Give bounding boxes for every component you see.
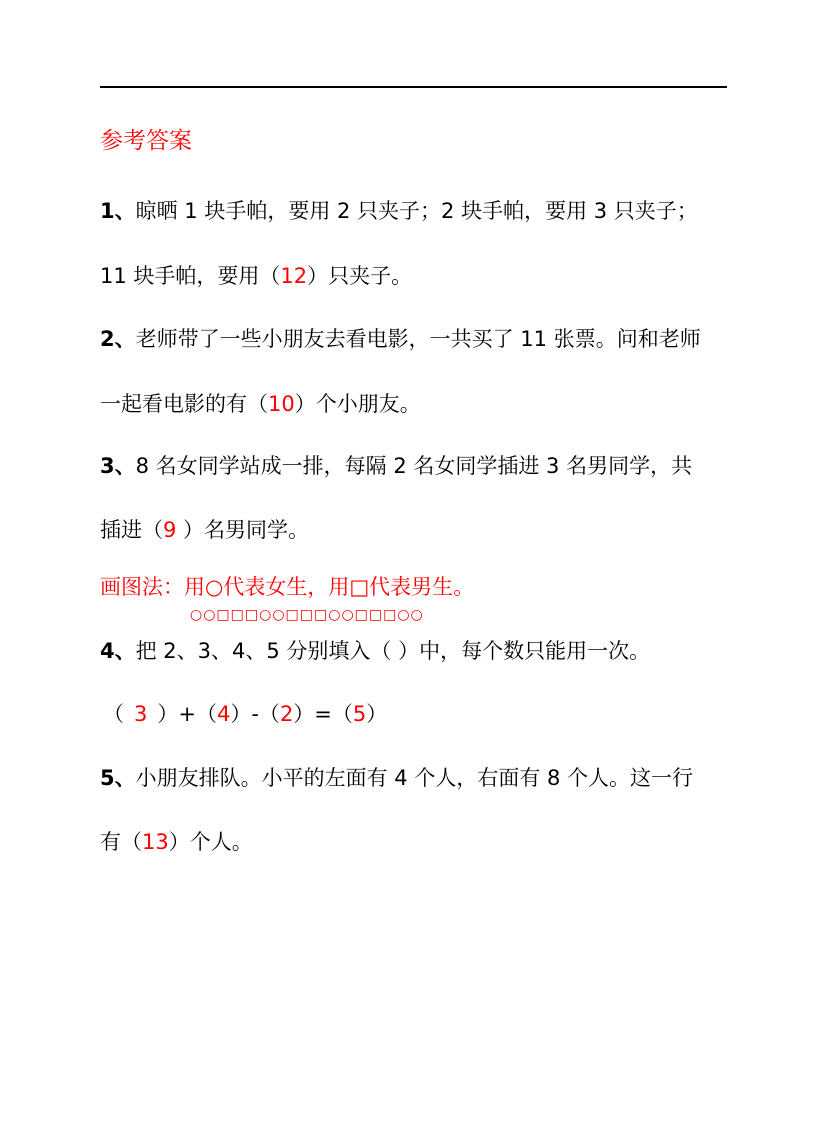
question-5-answer: 13 (142, 830, 169, 854)
question-3-answer: 9 (163, 518, 177, 542)
equation-answer-c: 2 (279, 702, 294, 726)
equation-answer-b: 4 (216, 702, 231, 726)
question-3-text: 8 名女同学站成一排，每隔 2 名女同学插进 3 名男同学，共 (135, 454, 693, 478)
question-1-number: 1 (100, 199, 115, 223)
question-2-line-1 (100, 324, 701, 354)
question-1-text: 晾晒 1 块手帕，要用 2 只夹子；2 块手帕，要用 3 只夹子； (135, 199, 698, 223)
equation-answer-a: 3 (134, 702, 148, 726)
question-3-number: 3 (100, 454, 115, 478)
question-2-text-pre: 一起看电影的有（ (100, 392, 268, 416)
question-3-method: 画图法：用○代表女生，用□代表男生。 (100, 575, 475, 599)
question-1-line-1 (100, 196, 698, 226)
question-4-number: 4 (100, 639, 115, 663)
question-5-text-pre: 有（ (100, 830, 142, 854)
question-2-number: 2 (100, 327, 115, 351)
question-1-answer: 12 (280, 264, 308, 288)
question-2-text: 老师带了一些小朋友去看电影，一共买了 11 张票。问和老师 (135, 327, 701, 351)
question-3-diagram: ○○□□□○○□□□○○□□□○○ (190, 607, 424, 623)
question-4-line-1 (100, 636, 650, 666)
question-5-line-2 (100, 827, 253, 857)
equation-connector-2: ）-（ (230, 702, 280, 726)
question-3-text-pre: 插进（ (100, 518, 163, 542)
question-5-line-1 (100, 763, 693, 793)
question-5-number: 5 (100, 766, 115, 790)
question-2-line-2 (100, 389, 421, 419)
question-4-equation (103, 699, 387, 729)
question-4-separator: 、 (114, 639, 136, 663)
equation-open-1: （ (103, 702, 124, 726)
question-1-line-2 (100, 261, 412, 291)
question-3-line-1 (100, 451, 692, 481)
equation-answer-d: 5 (352, 702, 367, 726)
question-2-answer: 10 (268, 392, 295, 416)
question-1-text-pre: 11 块手帕，要用（ (100, 264, 281, 288)
question-2-separator: 、 (114, 327, 136, 351)
equation-close: ） (366, 702, 388, 726)
equation-connector-1: ）+（ (157, 702, 217, 726)
question-3-separator: 、 (114, 454, 136, 478)
question-5-text-post: ）个人。 (168, 830, 253, 854)
question-5-separator: 、 (114, 766, 136, 790)
question-2-text-post: ）个小朋友。 (294, 392, 421, 416)
section-title: 参考答案 (100, 128, 192, 154)
question-5-text: 小朋友排队。小平的左面有 4 个人，右面有 8 个人。这一行 (135, 766, 694, 790)
question-3-line-2 (100, 515, 309, 545)
question-1-text-post: ）只夹子。 (307, 264, 413, 288)
equation-connector-3: ）=（ (293, 702, 353, 726)
question-4-text: 把 2、3、4、5 分别填入（ ）中，每个数只能用一次。 (135, 639, 651, 663)
question-1-separator: 、 (114, 199, 136, 223)
question-3-text-post: ）名男同学。 (176, 518, 310, 542)
top-rule (100, 86, 727, 88)
